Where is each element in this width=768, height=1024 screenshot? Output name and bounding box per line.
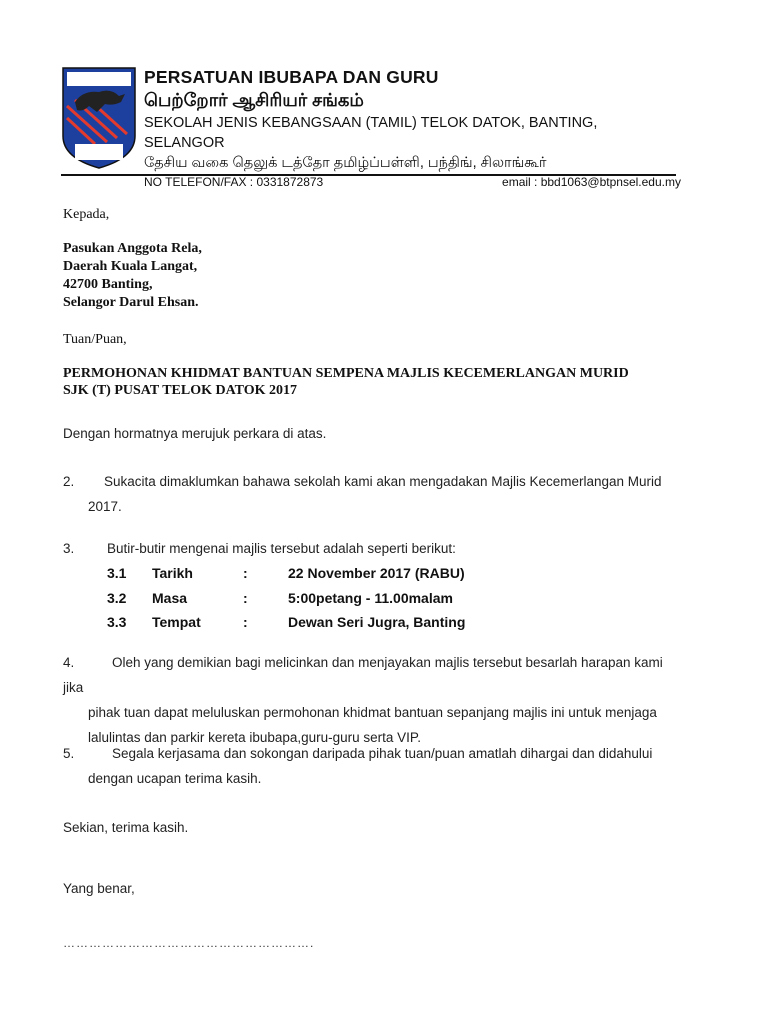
recipient-address — [63, 240, 202, 312]
detail-value: 22 November 2017 (RABU) — [288, 565, 465, 581]
paragraph-text: Butir-butir mengenai majlis tersebut adalah seperti berikut: — [107, 541, 456, 556]
detail-separator: : — [243, 589, 248, 606]
school-name-ta: தேசிய வகை தெலுக் டத்தோ தமிழ்ப்பள்ளி, பந்திங், சிலாங்கூர் — [144, 155, 547, 171]
detail-number: 3.3 — [107, 614, 127, 630]
detail-label: Masa — [152, 589, 188, 606]
paragraph-text: pihak tuan dapat meluluskan permohonan khidmat bantuan sepanjang majlis ini untuk menjaga — [88, 705, 657, 720]
contact-row — [144, 174, 681, 190]
subject-line-2: SJK (T) PUSAT TELOK DATOK 2017 — [63, 383, 298, 398]
detail-label: Tarikh — [152, 565, 193, 581]
detail-number: 3.1 — [107, 565, 127, 581]
paragraph-5 — [63, 741, 683, 791]
paragraph-number: 2. — [63, 474, 75, 489]
address-line: Daerah Kuala Langat, — [63, 259, 198, 274]
paragraph-text: lalulintas dan parkir kereta ibubapa,guru-guru serta VIP. — [88, 730, 421, 745]
paragraph-number: 5. — [63, 746, 75, 761]
paragraph-text: Oleh yang demikian bagi melicinkan dan menjayakan majlis tersebut besarlah harapan kami jika — [63, 655, 663, 695]
subject — [63, 365, 629, 399]
address-line: Pasukan Anggota Rela, — [63, 241, 202, 256]
detail-number: 3.2 — [107, 589, 127, 606]
paragraph-text: dengan ucapan terima kasih. — [88, 771, 262, 786]
paragraph-number: 3. — [63, 541, 75, 556]
detail-value: 5:00petang - 11.00malam — [288, 589, 453, 606]
detail-separator: : — [243, 614, 248, 630]
to-label: Kepada, — [63, 207, 110, 222]
org-name-en: PERSATUAN IBUBAPA DAN GURU — [144, 67, 439, 87]
paragraph-4 — [63, 650, 683, 750]
paragraph-text: Sukacita dimaklumkan bahawa sekolah kami akan mengadakan Majlis Kecemerlangan Murid — [104, 474, 662, 489]
school-logo — [61, 66, 137, 170]
closing: Sekian, terima kasih. — [63, 820, 189, 835]
paragraph-text: 2017. — [88, 499, 122, 514]
sign-off: Yang benar, — [63, 881, 135, 896]
paragraph-text: Segala kerjasama dan sokongan daripada pihak tuan/puan amatlah dihargai dan didahului — [112, 746, 653, 761]
detail-label: Tempat — [152, 614, 201, 630]
letterhead-divider — [61, 174, 676, 176]
opening-paragraph: Dengan hormatnya merujuk perkara di atas. — [63, 426, 327, 441]
school-name-en: SEKOLAH JENIS KEBANGSAAN (TAMIL) TELOK DATOK, BANTING, SELANGOR — [144, 115, 598, 151]
detail-separator: : — [243, 565, 248, 581]
subject-line-1: PERMOHONAN KHIDMAT BANTUAN SEMPENA MAJLIS KECEMERLANGAN MURID — [63, 366, 629, 381]
greeting: Tuan/Puan, — [63, 332, 127, 347]
phone-fax: NO TELEFON/FAX : 0331872873 — [144, 175, 324, 189]
address-line: Selangor Darul Ehsan. — [63, 295, 199, 310]
detail-value: Dewan Seri Jugra, Banting — [288, 614, 466, 630]
paragraph-3 — [63, 536, 683, 561]
letterhead — [61, 66, 681, 189]
signature-line: …………………………………………………. — [63, 936, 315, 950]
email-address: email : bbd1063@btpnsel.edu.my — [502, 175, 681, 189]
paragraph-2 — [63, 469, 683, 519]
address-line: 42700 Banting, — [63, 277, 153, 292]
org-name-ta: பெற்றோர் ஆசிரியர் சங்கம் — [144, 90, 364, 110]
paragraph-number: 4. — [63, 655, 75, 670]
